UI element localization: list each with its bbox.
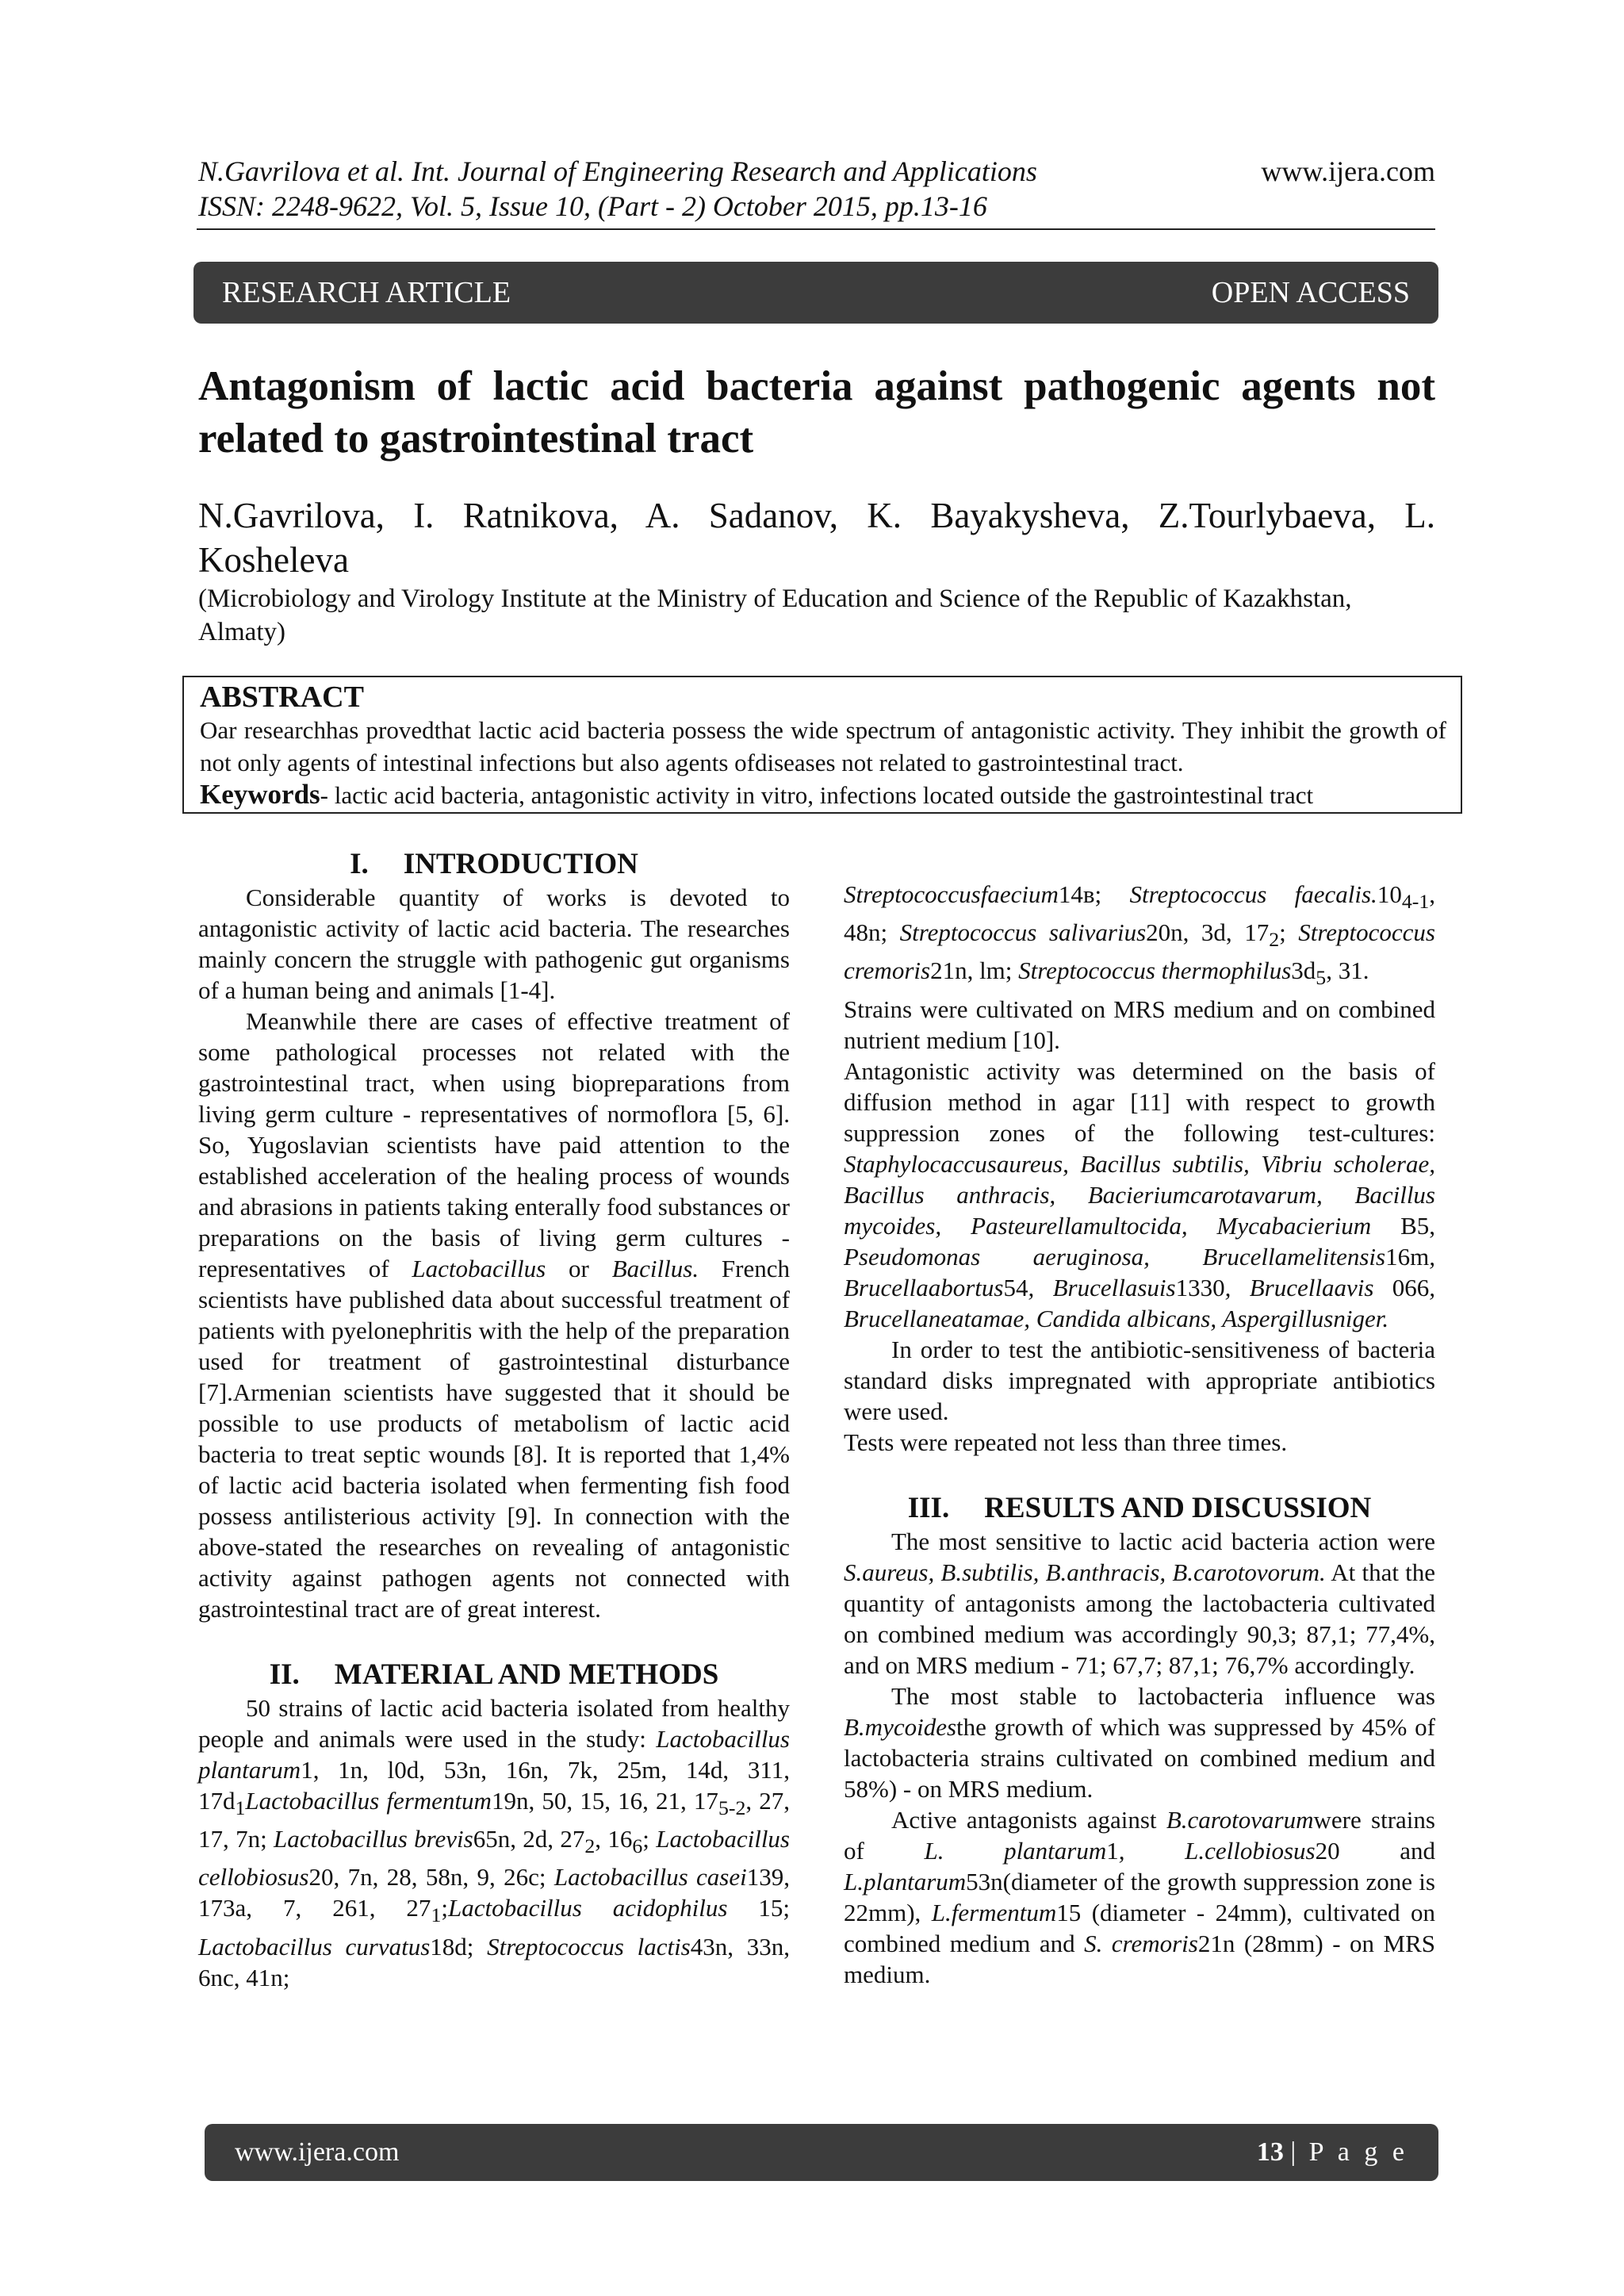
journal-citation: N.Gavrilova et al. Int. Journal of Engineering Research and Applications [198, 155, 1037, 187]
results-paragraph: Active antagonists against B.carotovarumwere strains of L. plantarum1, L.cellobiosus20 and L.plantarum53n(diameter of the growth suppression zone is 22mm), L.fermentum15 (diameter - 24mm), cultivated on combined medium and S. cremoris21n (28mm) - on MRS medium. [844, 1805, 1435, 1988]
page-footer [205, 2124, 1438, 2181]
results-paragraph: The most sensitive to lactic acid bacteria action were S.aureus, B.subtilis, B.anthracis, B.carotovorum. At that the quantity of antagonists among the lactobacteria cultivated on combined medium was accordingly 90,3; 87,1; 77,4%, and on MRS medium - 71; 67,7; 87,1; 76,7% accordingly. [844, 1527, 1435, 1679]
keywords-label: Keywords [200, 779, 320, 810]
open-access-label: OPEN ACCESS [1211, 276, 1410, 309]
methods-paragraph: Antagonistic activity was determined on the basis of diffusion method in agar [11] with respect to growth suppression zones of the following test-cultures: Staphylocaccusaureus, Bacillus subtilis, Vibriu scholerae, Bacillus anthracis, Bacieriumcarotavarum, Bacillus mycoides, Pasteurellamultocida, Mycabacierium B5, Pseudomonas aeruginosa, Brucellamelitensis16m, Brucellaabortus54, Brucellasuis1330, Brucellaavis 066, Brucellaneatamae, Candida albicans, Aspergillusniger. [844, 1056, 1435, 1332]
right-column [844, 879, 1435, 1990]
section-heading-introduction: I. INTRODUCTION [350, 848, 638, 880]
methods-paragraph: Tests were repeated not less than three times. [844, 1428, 1288, 1456]
abstract-box [182, 676, 1462, 814]
methods-paragraph: 50 strains of lactic acid bacteria isolated from healthy people and animals were used in the study: Lactobacillus plantarum1, 1n, l0d, 53n, 16n, 7k, 25m, 14d, 311, $17d_1Lactobacillus$ fermentum19n, 50, 15, 16, 21, $17_{5-2}$, 27, 17, 7n; Lactobacillus brevis65n, 2d, $27_2$, $16_6$; Lactobacillus cellobiosus20, 7n, 28, 58n, 9, 26c; Lactobacillus casei139, 173a, 7, 261, $27_1;Lactobacillus$ acidophilus 15; Lactobacillus curvatus18d; Streptococcus lactis43n, 33n, 6nc, 41n; [198, 1694, 791, 1991]
keywords-text: - lactic acid bacteria, antagonistic activity in vitro, infections located outside the gastrointestinal tract [320, 781, 1314, 809]
article-type-banner [193, 262, 1438, 324]
author-list: N.Gavrilova, I. Ratnikova, A. Sadanov, K. Bayakysheva, Z.Tourlybaeva, L. Kosheleva [198, 496, 1435, 580]
issn-line: ISSN: 2248-9622, Vol. 5, Issue 10, (Part - 2) October 2015, pp.13-16 [198, 190, 987, 222]
methods-paragraph: Strains were cultivated on MRS medium and on combined nutrient medium [10]. [844, 995, 1435, 1054]
intro-paragraph: Meanwhile there are cases of effective treatment of some pathological processes not related with the gastrointestinal tract, when using biopreparations from living germ culture - representatives of normoflora [5, 6]. So, Yugoslavian scientists have paid attention to the established acceleration of the healing process of wounds and abrasions in patients taking enterally food substances or preparations on the basis of living germ cultures - representatives of Lactobacillus or Bacillus. French scientists have published data about successful treatment of patients with pyelonephritis with the help of the preparation used for treatment of gastrointestinal disturbance [7].Armenian scientists have suggested that it should be possible to use products of metabolism of lactic acid bacteria to treat septic wounds [8]. It is reported that 1,4% of lactic acid bacteria isolated when fermenting fish food possess antilisterious activity [9]. In connection with the above-stated the researches on revealing of antagonistic activity against pathogen agents not connected with gastrointestinal tract are of great interest. [198, 1007, 791, 1623]
results-paragraph: The most stable to lactobacteria influence was B.mycoidesthe growth of which was suppressed by 45% of lactobacteria strains cultivated on combined medium and 58%) - on MRS medium. [844, 1681, 1435, 1803]
abstract-heading: ABSTRACT [200, 680, 364, 714]
footer-website-link[interactable]: www.ijera.com [235, 2137, 400, 2167]
methods-paragraph: In order to test the antibiotic-sensitiveness of bacteria standard disks impregnated with appropriate antibiotics were used. [844, 1335, 1435, 1425]
affiliation: (Microbiology and Virology Institute at the Ministry of Education and Science of the Republic of Kazakhstan, Almaty) [198, 585, 1352, 646]
section-heading-results: III. RESULTS AND DISCUSSION [907, 1491, 1372, 1524]
intro-paragraph: Considerable quantity of works is devoted to antagonistic activity of lactic acid bacteria. The researches mainly concern the struggle with pathogenic gut organisms of a human being and animals [1-4]. [198, 884, 790, 1004]
page-number: 13 | P a g e [1256, 2137, 1408, 2167]
header-divider [197, 228, 1435, 230]
paper-title: Antagonism of lactic acid bacteria against pathogenic agents not related to gastrointestinal tract [198, 363, 1435, 462]
abstract-text: Oar researchhas provedthat lactic acid bacteria possess the wide spectrum of antagonistic activity. They inhibit the growth of not only agents of intestinal infections but also agents ofdiseases not related to gastrointestinal tract. [200, 716, 1446, 776]
left-column [198, 847, 790, 1993]
strain-list-continued: Streptococcusfaecium14в; Streptococcus $faecalis.10_{4-1}$, 48n; Streptococcus salivarius20n, 3d, $17_2$; Streptococcus cremoris21n, lm; Streptococcus $thermophilus3d_5$, 31. [844, 880, 1435, 990]
running-header [198, 154, 1435, 224]
section-heading-methods: II. MATERIAL AND METHODS [269, 1658, 719, 1691]
journal-website-link[interactable]: www.ijera.com [1261, 155, 1435, 187]
research-article-label: RESEARCH ARTICLE [222, 276, 511, 309]
keywords-line [200, 779, 1446, 811]
